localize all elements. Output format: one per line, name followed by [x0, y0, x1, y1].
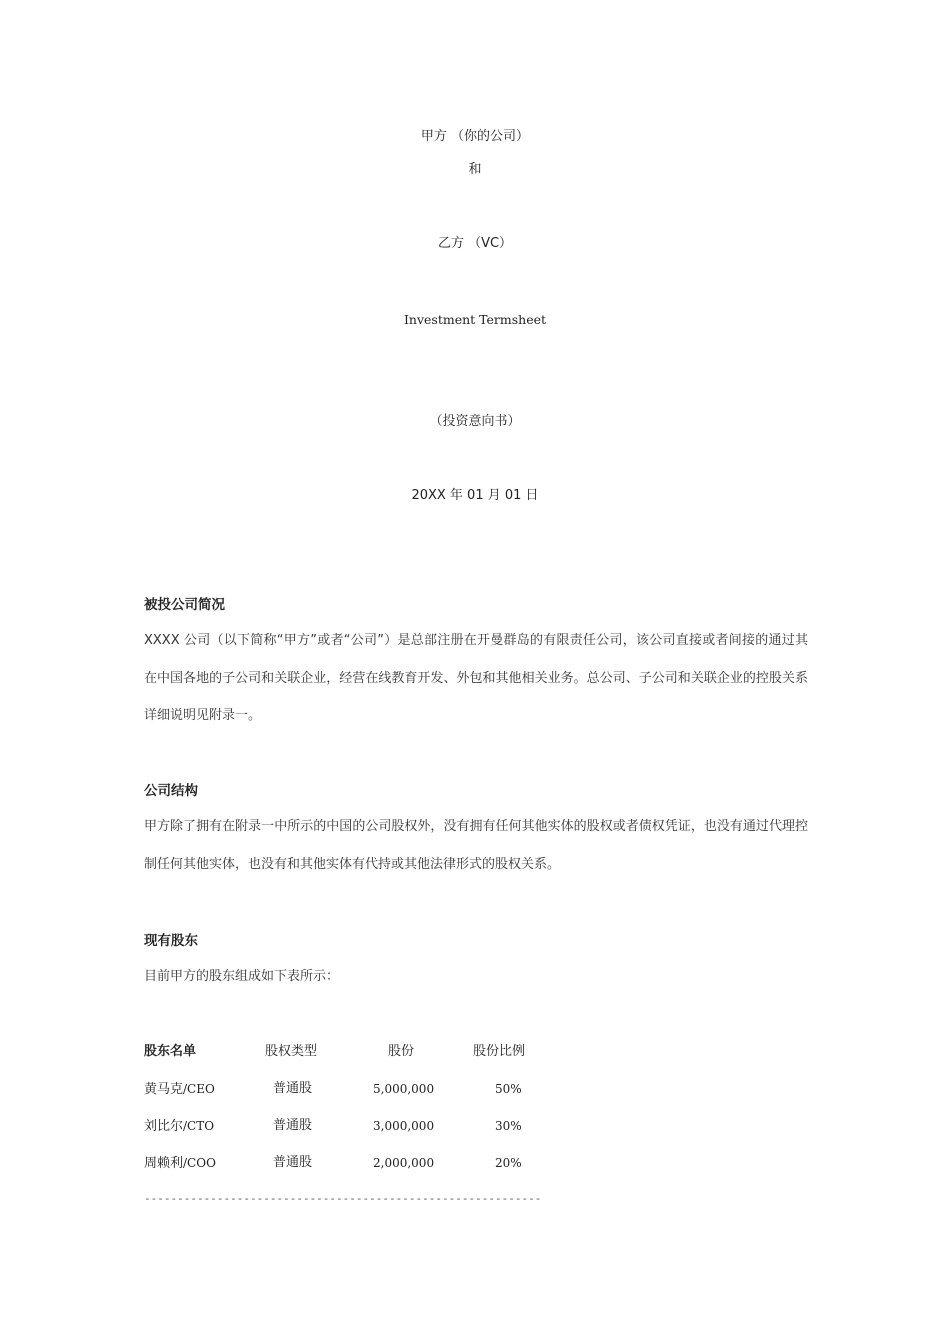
shareholder-name-cn: 刘比尔 — [144, 1119, 184, 1134]
company-structure-body: 甲方除了拥有在附录一中所示的中国的公司股权外，没有拥有任何其他实体的股权或者债权凭证，也没有通过代理控制任何其他实体，也没有和其他实体有代持或其他法律形式的股权关系。 — [144, 819, 808, 872]
company-structure-heading: 公司结构 — [144, 783, 198, 799]
header-shares: 股份 — [388, 1044, 415, 1059]
party-b-line: 乙方 （VC） — [437, 236, 513, 251]
header-share-percent: 股份比例 — [473, 1044, 526, 1059]
share-type: 普通股 — [273, 1081, 313, 1096]
share-percent: 20% — [495, 1156, 522, 1170]
share-percent: 30% — [495, 1119, 522, 1133]
shareholder-role: /CTO — [183, 1119, 215, 1133]
shareholder-name — [144, 1152, 216, 1175]
table-row — [144, 1115, 564, 1137]
company-overview-heading: 被投公司简况 — [144, 597, 225, 613]
shareholder-name-cn: 黄马克 — [144, 1082, 184, 1097]
document-title-cn: （投资意向书） — [429, 414, 521, 429]
table-bottom-rule: ------------------------------------------------------------ — [144, 1192, 542, 1205]
share-percent: 50% — [495, 1082, 522, 1096]
shareholders-heading: 现有股东 — [144, 933, 198, 949]
share-count: 2,000,000 — [373, 1156, 435, 1170]
shareholder-name — [144, 1115, 214, 1138]
and-line: 和 — [468, 162, 482, 177]
shareholders-intro: 目前甲方的股东组成如下表所示： — [144, 969, 340, 984]
header-shareholder-name: 股东名单 — [144, 1044, 197, 1059]
shareholder-name-cn: 周赖利 — [144, 1156, 184, 1171]
table-row — [144, 1078, 564, 1100]
company-overview-body: XXXX 公司（以下简称“甲方”或者“公司”）是总部注册在开曼群岛的有限责任公司，该公司直接或者间接的通过其在中国各地的子公司和关联企业，经营在线教育开发、外包和其他相关业务。总公司、子公司和关联企业的控股关系详细说明见附录一。 — [144, 633, 808, 723]
table-header-row — [144, 1041, 564, 1063]
share-count: 5,000,000 — [373, 1082, 435, 1096]
document-title-en: Investment Termsheet — [403, 312, 547, 327]
header-share-type: 股权类型 — [265, 1044, 318, 1059]
document-date: 20XX 年 01 月 01 日 — [411, 488, 539, 503]
shareholder-role: /CEO — [183, 1082, 215, 1096]
share-type: 普通股 — [273, 1155, 313, 1170]
shareholder-name — [144, 1078, 215, 1101]
shareholder-role: /COO — [183, 1156, 216, 1170]
party-a-line: 甲方 （你的公司） — [420, 129, 530, 144]
share-type: 普通股 — [273, 1118, 313, 1133]
share-count: 3,000,000 — [373, 1119, 435, 1133]
table-row — [144, 1152, 564, 1174]
